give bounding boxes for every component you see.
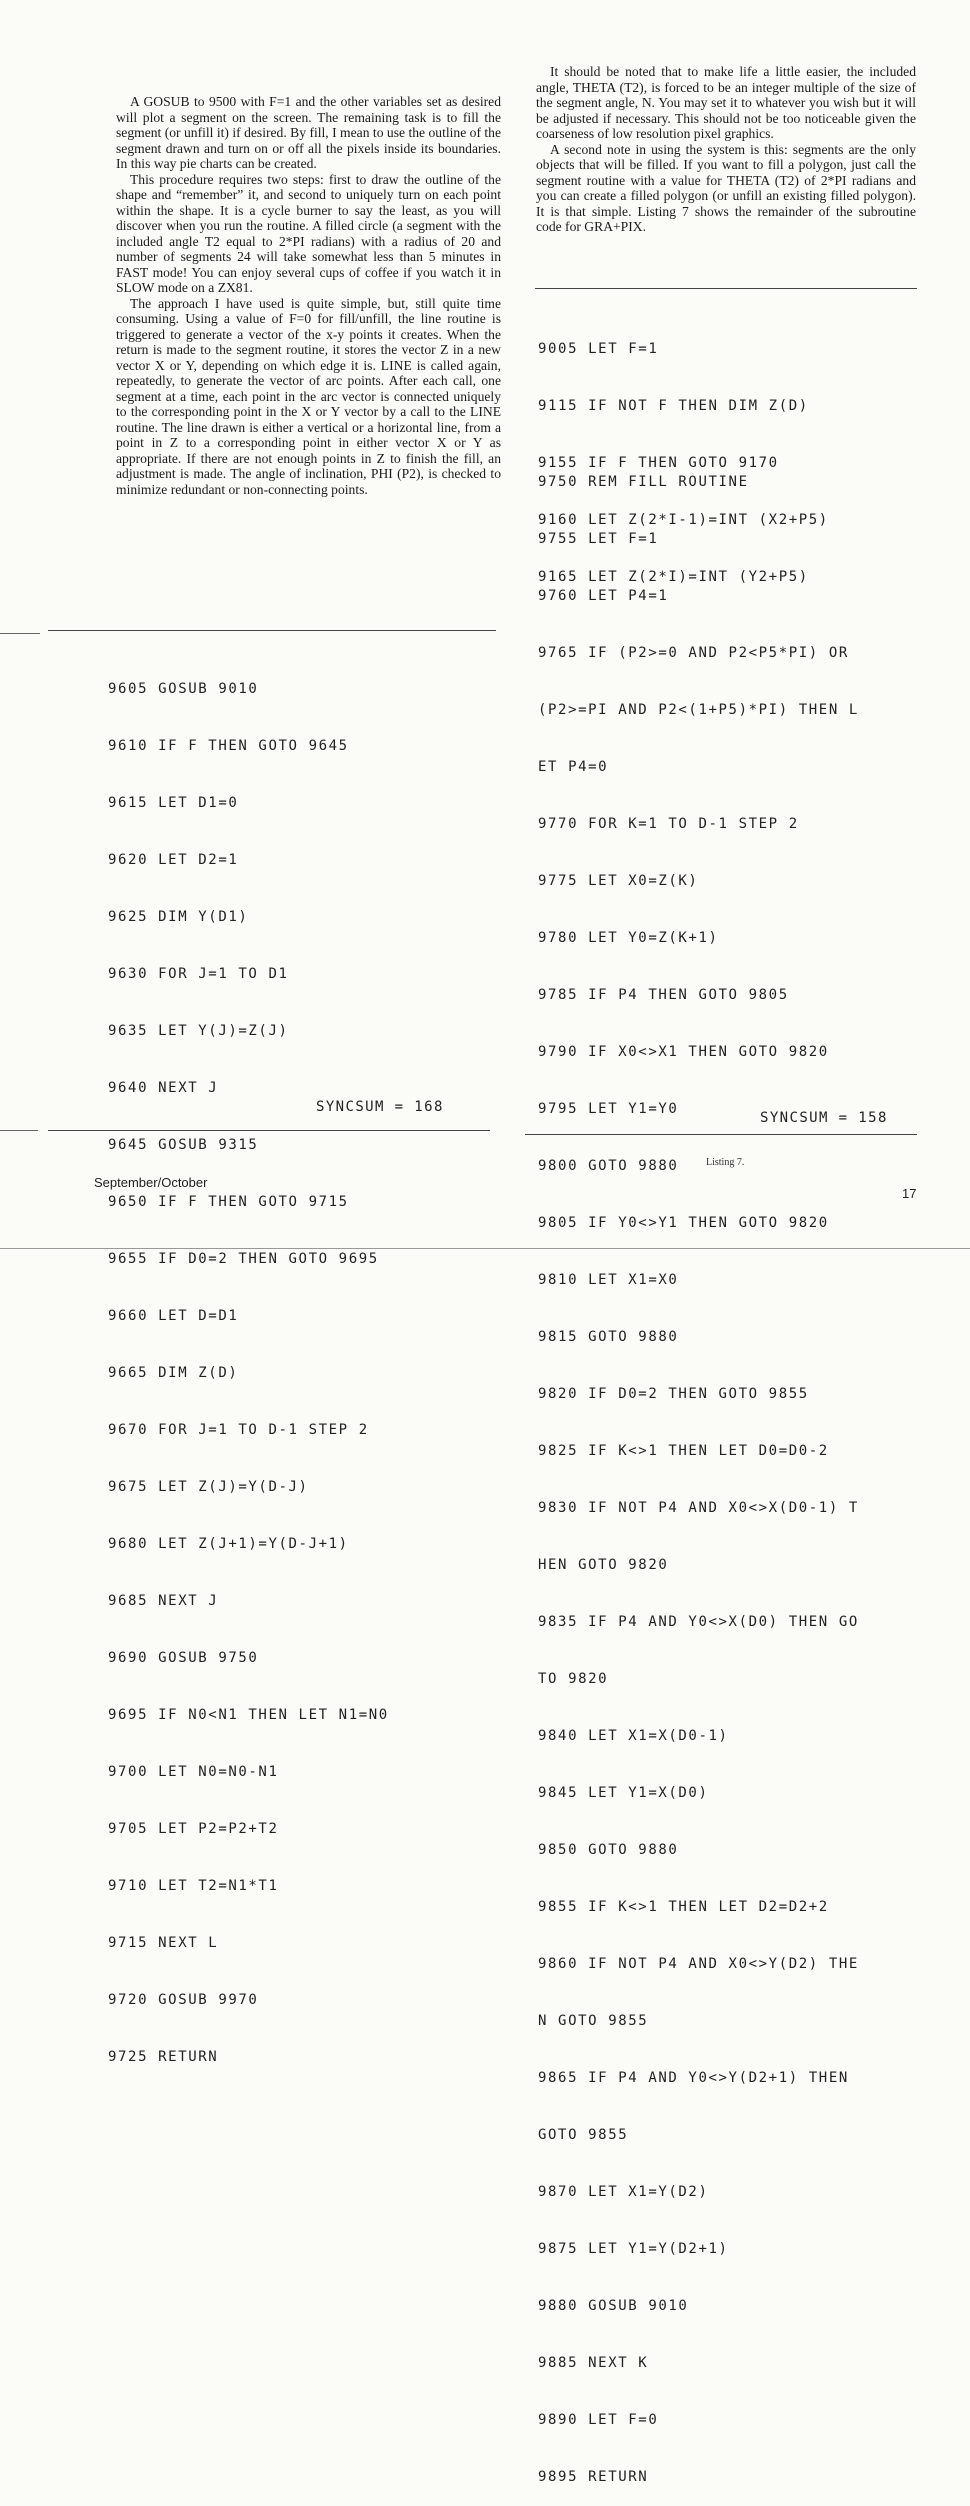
code-line: 9605 GOSUB 9010 (108, 681, 259, 697)
paragraph: The approach I have used is quite simple, but, still quite time consuming. Using a value of F=0 for fill/unfill, the line routine is triggered to generate a vector of the x-y points it creates. When the return is made to the segment routine, it stores the vector Z in a new vector X or Y, depending on which edge it is. LINE is called again, repeatedly, to generate the vector of arc points. After each call, one segment at a time, each point in the arc vector is connected uniquely to the corresponding point in the X or Y vector by a call to the LINE routine. The line drawn is either a vertical or a horizontal line, from a point in Z to a corresponding point in either vector X or Y as appropriate. If there are not enough points in Z to finish the fill, an adjustment is made. The angle of inclination, PHI (P2), is checked to minimize redundant or non-connecting points. (116, 295, 501, 497)
syncsum-left: SYNCSUM = 168 (316, 1099, 444, 1115)
code-line: 9855 IF K<>1 THEN LET D2=D2+2 (538, 1899, 829, 1915)
code-line: 9165 LET Z(2*I)=INT (Y2+P5) (538, 569, 809, 585)
listing-left (108, 642, 389, 2086)
code-line: 9815 GOTO 9880 (538, 1329, 679, 1345)
code-line: 9620 LET D2=1 (108, 852, 239, 868)
code-line: 9845 LET Y1=X(D0) (538, 1785, 709, 1801)
code-line: 9115 IF NOT F THEN DIM Z(D) (538, 398, 809, 414)
paragraph: A second note in using the system is this: segments are the only objects that will be filled. If you want to fill a polygon, just call the segment routine with a value for THETA (T2) of 2*PI radians and you can create a filled polygon (or unfill an existing filled polygon). It is that simple. Listing 7 shows the remainder of the subroutine code for GRA+PIX. (536, 141, 916, 234)
code-line: 9760 LET P4=1 (538, 588, 669, 604)
code-line: 9780 LET Y0=Z(K+1) (538, 930, 719, 946)
code-line: 9660 LET D=D1 (108, 1308, 239, 1324)
code-line: 9720 GOSUB 9970 (108, 1992, 259, 2008)
footer-date: September/October (94, 1175, 208, 1190)
page-edge-mark (0, 633, 40, 634)
right-article-text (536, 64, 916, 235)
code-line: 9750 REM FILL ROUTINE (538, 474, 749, 490)
code-line: 9695 IF N0<N1 THEN LET N1=N0 (108, 1707, 389, 1723)
syncsum-right: SYNCSUM = 158 (760, 1110, 888, 1126)
code-line: 9005 LET F=1 (538, 341, 659, 357)
code-line: 9625 DIM Y(D1) (108, 909, 249, 925)
code-line: 9885 NEXT K (538, 2355, 649, 2371)
code-line: 9835 IF P4 AND Y0<>X(D0) THEN GO (538, 1614, 859, 1630)
code-line: 9635 LET Y(J)=Z(J) (108, 1023, 289, 1039)
code-line: N GOTO 9855 (538, 2013, 649, 2029)
code-line: 9670 FOR J=1 TO D-1 STEP 2 (108, 1422, 369, 1438)
code-line: 9800 GOTO 9880 (538, 1158, 679, 1174)
code-line: 9155 IF F THEN GOTO 9170 (538, 455, 779, 471)
code-line: TO 9820 (538, 1671, 609, 1687)
code-line: 9710 LET T2=N1*T1 (108, 1878, 279, 1894)
code-line: 9870 LET X1=Y(D2) (538, 2184, 709, 2200)
code-line: 9725 RETURN (108, 2049, 219, 2065)
code-line: 9690 GOSUB 9750 (108, 1650, 259, 1666)
code-line: 9895 RETURN (538, 2469, 649, 2485)
code-line: 9615 LET D1=0 (108, 795, 239, 811)
code-line: 9630 FOR J=1 TO D1 (108, 966, 289, 982)
code-line: 9680 LET Z(J+1)=Y(D-J+1) (108, 1536, 349, 1552)
code-line: 9825 IF K<>1 THEN LET D0=D0-2 (538, 1443, 829, 1459)
divider-rule (48, 630, 496, 631)
code-line: 9840 LET X1=X(D0-1) (538, 1728, 729, 1744)
code-line: ET P4=0 (538, 759, 609, 775)
code-line: 9765 IF (P2>=0 AND P2<P5*PI) OR (538, 645, 849, 661)
code-line: 9795 LET Y1=Y0 (538, 1101, 679, 1117)
code-line: 9790 IF X0<>X1 THEN GOTO 9820 (538, 1044, 829, 1060)
listing-right-bottom (538, 435, 859, 2506)
code-line: 9830 IF NOT P4 AND X0<>X(D0-1) T (538, 1500, 859, 1516)
page-number: 17 (902, 1186, 917, 1201)
code-line: 9650 IF F THEN GOTO 9715 (108, 1194, 349, 1210)
code-line: 9850 GOTO 9880 (538, 1842, 679, 1858)
code-line: 9805 IF Y0<>Y1 THEN GOTO 9820 (538, 1215, 829, 1231)
code-line: 9655 IF D0=2 THEN GOTO 9695 (108, 1251, 379, 1267)
code-line: 9755 LET F=1 (538, 531, 659, 547)
code-line: (P2>=PI AND P2<(1+P5)*PI) THEN L (538, 702, 859, 718)
paragraph: It should be noted that to make life a little easier, the included angle, THETA (T2), is forced to be an integer multiple of the size of the segment angle, N. You may set it to whatever you wish but it will be adjusted if necessary. This should not be too noticeable given the coarseness of low resolution pixel graphics. (536, 64, 916, 141)
code-line: 9820 IF D0=2 THEN GOTO 9855 (538, 1386, 809, 1402)
code-line: 9640 NEXT J (108, 1080, 219, 1096)
code-line: 9785 IF P4 THEN GOTO 9805 (538, 987, 789, 1003)
code-line: 9665 DIM Z(D) (108, 1365, 239, 1381)
code-line: 9160 LET Z(2*I-1)=INT (X2+P5) (538, 512, 829, 528)
code-line: 9770 FOR K=1 TO D-1 STEP 2 (538, 816, 799, 832)
listing-caption: Listing 7. (706, 1157, 745, 1168)
code-line: 9675 LET Z(J)=Y(D-J) (108, 1479, 309, 1495)
code-line: 9700 LET N0=N0-N1 (108, 1764, 279, 1780)
code-line: 9685 NEXT J (108, 1593, 219, 1609)
left-article-text (116, 94, 501, 497)
code-line: GOTO 9855 (538, 2127, 629, 2143)
page-edge-mark (0, 1130, 38, 1131)
paragraph: This procedure requires two steps: first to draw the outline of the shape and “remember” it, and second to uniquely turn on each point within the shape. It is a cycle burner to say the least, as you will discover when you run the routine. A filled circle (a segment with the included angle T2 equal to 2*PI radians) with a radius of 20 and number of segments 24 will take somewhat less than 5 minutes in FAST mode! You can enjoy several cups of coffee if you watch it in SLOW mode on a ZX81. (116, 171, 501, 295)
code-line: HEN GOTO 9820 (538, 1557, 669, 1573)
paragraph: A GOSUB to 9500 with F=1 and the other variables set as desired will plot a segment on the screen. The remaining task is to fill the segment (or unfill it) if desired. By fill, I mean to use the outline of the segment drawn and turn on or off all the pixels inside its boundaries. In this way pie charts can be created. (116, 94, 501, 171)
divider-rule (535, 288, 917, 289)
code-line: 9715 NEXT L (108, 1935, 219, 1951)
code-line: 9875 LET Y1=Y(D2+1) (538, 2241, 729, 2257)
code-line: 9890 LET F=0 (538, 2412, 659, 2428)
code-line: 9775 LET X0=Z(K) (538, 873, 699, 889)
code-line: 9705 LET P2=P2+T2 (108, 1821, 279, 1837)
code-line: 9810 LET X1=X0 (538, 1272, 679, 1288)
code-line: 9860 IF NOT P4 AND X0<>Y(D2) THE (538, 1956, 859, 1972)
code-line: 9865 IF P4 AND Y0<>Y(D2+1) THEN (538, 2070, 849, 2086)
code-line: 9880 GOSUB 9010 (538, 2298, 689, 2314)
code-line: 9645 GOSUB 9315 (108, 1137, 259, 1153)
code-line: 9610 IF F THEN GOTO 9645 (108, 738, 349, 754)
